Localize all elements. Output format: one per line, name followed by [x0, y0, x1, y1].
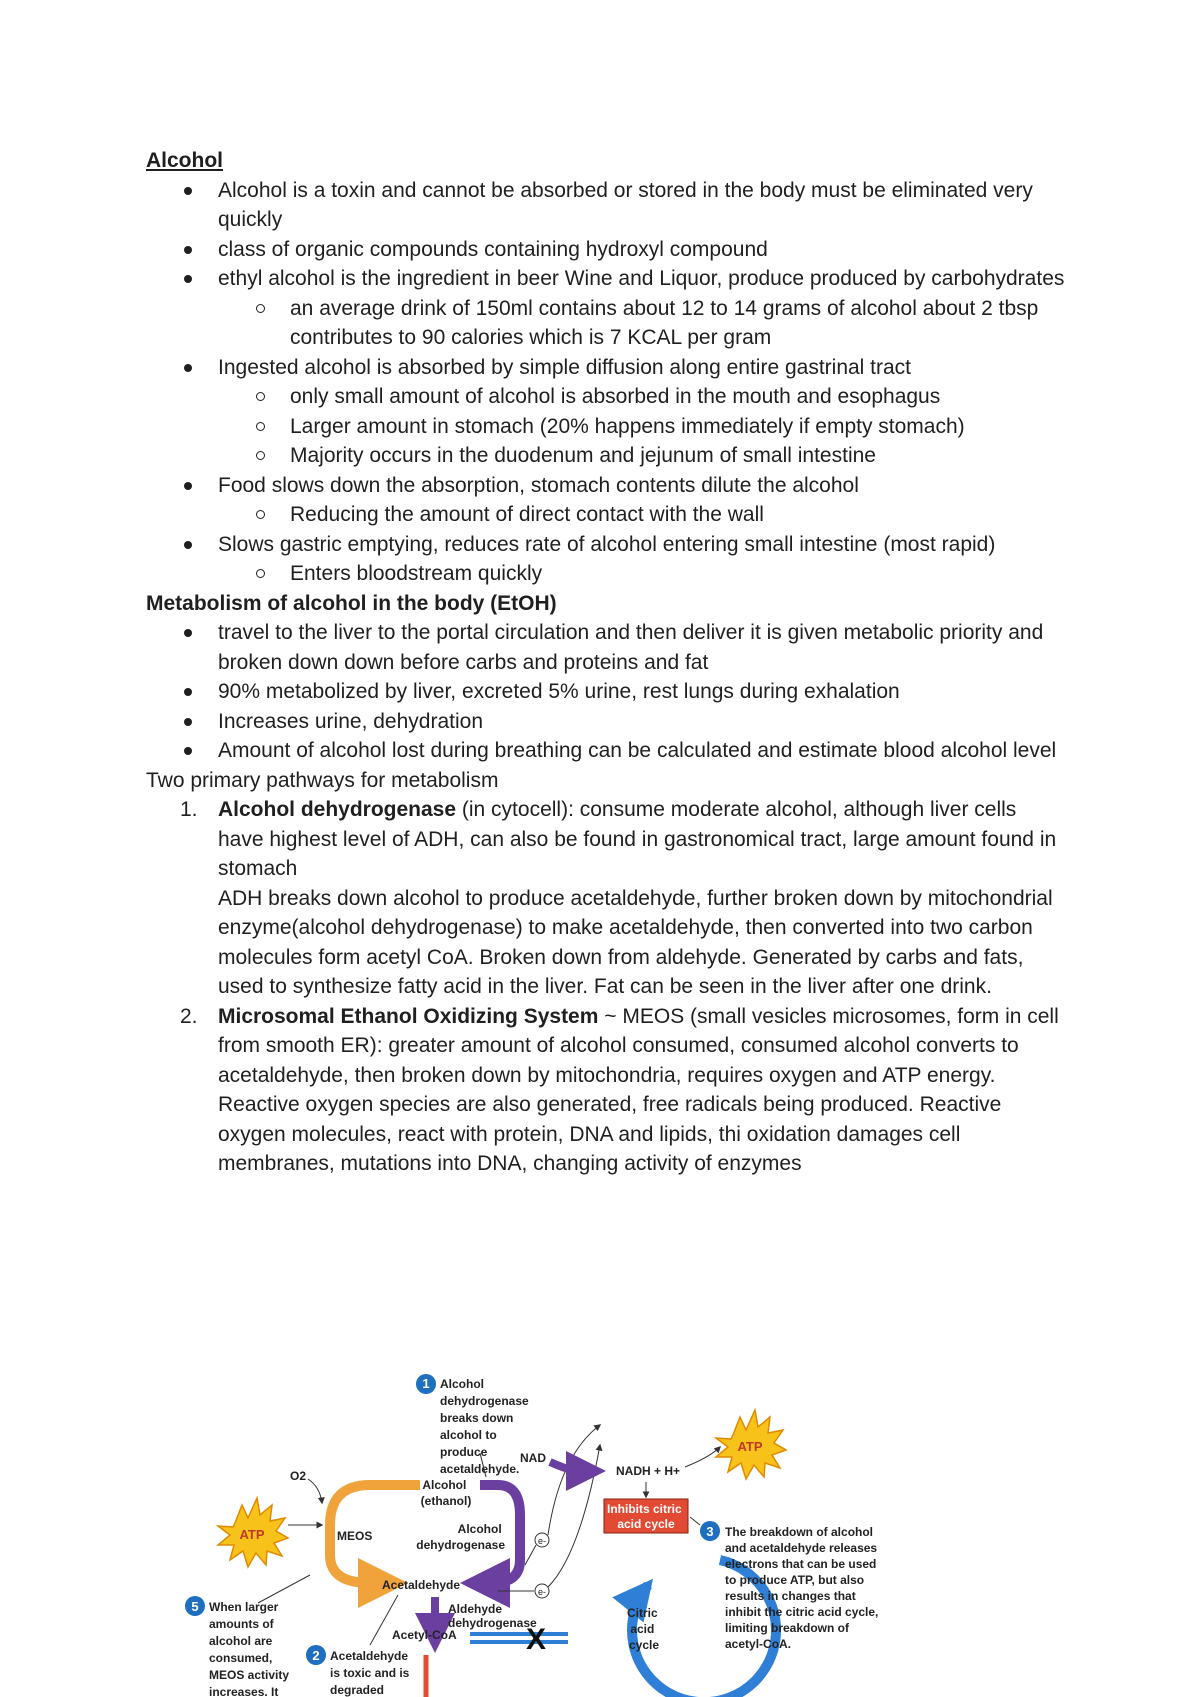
aldh-label: Aldehyde dehydrogenase	[448, 1602, 537, 1630]
alcohol-ethanol-label: Alcohol (ethanol)	[420, 1478, 472, 1508]
step-1-text: Alcohol dehydrogenase breaks down alcohol to produce acetaldehyde.	[440, 1377, 529, 1476]
list-item	[218, 530, 1066, 589]
bullet-text: Increases urine, dehydration	[218, 709, 483, 733]
bullet-text: Amount of alcohol lost during breathing can be calculated and estimate blood alcohol level	[218, 739, 1057, 762]
inhibits-label: Inhibits citric acid cycle	[606, 1502, 682, 1531]
document-page	[146, 146, 1066, 1179]
bullet-text: Food slows down the absorption, stomach contents dilute the alcohol	[218, 473, 859, 497]
bullet-text: Ingested alcohol is absorbed by simple diffusion along entire gastrinal tract	[218, 355, 912, 379]
sub-list-item	[290, 441, 1066, 471]
sub-list-item	[290, 500, 1066, 530]
sub-bullet-text: Larger amount in stomach (20% happens immediately if empty stomach)	[290, 414, 965, 438]
step-5-number: 5	[191, 1599, 199, 1614]
list-item	[218, 736, 1066, 766]
item-term: Alcohol dehydrogenase	[218, 798, 457, 821]
sub-bullet-text: Reducing the amount of direct contact with the wall	[290, 503, 764, 526]
sub-list	[218, 382, 1066, 471]
sub-list-item	[290, 559, 1066, 589]
metabolism-bullet-list	[146, 618, 1066, 766]
step-2-text: Acetaldehyde is toxic and is degraded	[330, 1649, 410, 1697]
atp-label-left: ATP	[239, 1527, 265, 1542]
step-2-number: 2	[312, 1648, 320, 1663]
electron-label: e-	[537, 1536, 547, 1546]
blocked-x-icon: X	[525, 1623, 547, 1656]
step-3-number: 3	[706, 1524, 714, 1539]
numbered-item	[180, 1002, 1066, 1179]
acetyl-coa-label: Acetyl-CoA	[392, 1628, 457, 1642]
list-item	[218, 176, 1066, 235]
item-term: Microsomal Ethanol Oxidizing System	[218, 1004, 599, 1028]
bullet-text: class of organic compounds containing hydroxyl compound	[218, 237, 768, 261]
nadh-label: NADH + H+	[616, 1464, 681, 1478]
sub-bullet-text: only small amount of alcohol is absorbed in the mouth and esophagus	[290, 385, 941, 408]
nad-label: NAD	[520, 1451, 546, 1465]
list-item	[218, 677, 1066, 707]
list-item	[218, 707, 1066, 737]
nad-arrow	[550, 1462, 598, 1471]
list-item	[218, 353, 1066, 471]
diagram-svg	[180, 1355, 980, 1697]
electron-link	[525, 1545, 536, 1565]
alcohol-bullet-list	[146, 176, 1066, 589]
sub-list-item	[290, 382, 1066, 412]
electron-arrow-up	[548, 1425, 600, 1535]
electron-label: e-	[537, 1587, 547, 1597]
list-item	[218, 264, 1066, 353]
step-3-pointer	[690, 1517, 700, 1525]
sub-bullet-text: an average drink of 150ml contains about 12 to 14 grams of alcohol about 2 tbsp contributes to 90 calories which is 7 KCAL per gram	[290, 296, 1039, 349]
bullet-text: 90% metabolized by liver, excreted 5% urine, rest lungs during exhalation	[218, 680, 900, 703]
adh-label: Alcohol dehydrogenase	[416, 1522, 505, 1552]
section-title-alcohol: Alcohol	[146, 149, 223, 172]
bullet-text: Slows gastric emptying, reduces rate of alcohol entering small intestine (most rapid)	[218, 532, 996, 556]
atp-label-top: ATP	[737, 1439, 763, 1454]
list-item	[218, 618, 1066, 677]
item-text: (in cytocell): consume moderate alcohol, although liver cells have highest level of ADH, can also be found in gastronomical tract, large amount found in stomach	[218, 798, 1057, 880]
step-3-text: The breakdown of alcohol and acetaldehyde releases electrons that can be used to produce ATP, but also results in changes that inhibit the citric acid cycle, limiting breakdown of acetyl-CoA.	[725, 1525, 879, 1651]
citric-cycle-label: Citric acid cycle	[626, 1606, 660, 1652]
bullet-text: Alcohol is a toxin and cannot be absorbed or stored in the body must be eliminated very quickly	[218, 178, 1033, 231]
step-5-text: When larger amounts of alcohol are consumed, MEOS activity increases. It	[209, 1600, 290, 1697]
sub-list	[218, 500, 1066, 530]
acetaldehyde-label: Acetaldehyde	[382, 1578, 461, 1592]
o2-arrow	[308, 1479, 322, 1503]
section-title-metabolism: Metabolism of alcohol in the body (EtOH)	[146, 591, 557, 615]
pathways-numbered-list	[146, 795, 1066, 1179]
step-5-pointer	[258, 1575, 310, 1603]
meos-label: MEOS	[337, 1529, 373, 1543]
pathways-intro: Two primary pathways for metabolism	[146, 768, 499, 792]
bullet-text: travel to the liver to the portal circulation and then deliver it is given metabolic priority and broken down down before carbs and proteins and fat	[218, 621, 1044, 674]
sub-list	[218, 559, 1066, 589]
nadh-to-atp-arrow	[685, 1447, 720, 1467]
o2-label: O2	[290, 1469, 307, 1483]
item-number: 1.	[180, 798, 198, 821]
bullet-text: ethyl alcohol is the ingredient in beer Wine and Liquor, produce produced by carbohydrates	[218, 267, 1065, 290]
sub-bullet-text: Majority occurs in the duodenum and jejunum of small intestine	[290, 444, 876, 467]
sub-list-item	[290, 412, 1066, 442]
step-1-number: 1	[422, 1376, 430, 1391]
list-item	[218, 235, 1066, 265]
sub-bullet-text: Enters bloodstream quickly	[290, 562, 543, 585]
sub-list	[218, 294, 1066, 353]
sub-list-item	[290, 294, 1066, 353]
item-number: 2.	[180, 1004, 198, 1028]
item-text: ~ MEOS (small vesicles microsomes, form in cell from smooth ER): greater amount of alcohol consumed, consumed alcohol converts to acetaldehyde, then broken down by mitochondria, requires oxygen and ATP energy. Reactive oxygen species are also generated, free radicals being produced. Reactive oxygen molecules, react with protein, DNA and lipids, thi oxidation damages cell membranes, mutations into DNA, changing activity of enzymes	[218, 1004, 1059, 1175]
list-item	[218, 471, 1066, 530]
item-extra-paragraph: ADH breaks down alcohol to produce acetaldehyde, further broken down by mitochondrial enzyme(alcohol dehydrogenase) to make acetaldehyde, then converted into two carbon molecules form acetyl CoA. Broken down from aldehyde. Generated by carbs and fats, used to synthesize fatty acid in the liver. Fat can be seen in the liver after one drink.	[218, 886, 1053, 998]
alcohol-metabolism-diagram	[180, 1355, 980, 1697]
numbered-item	[180, 795, 1066, 1002]
